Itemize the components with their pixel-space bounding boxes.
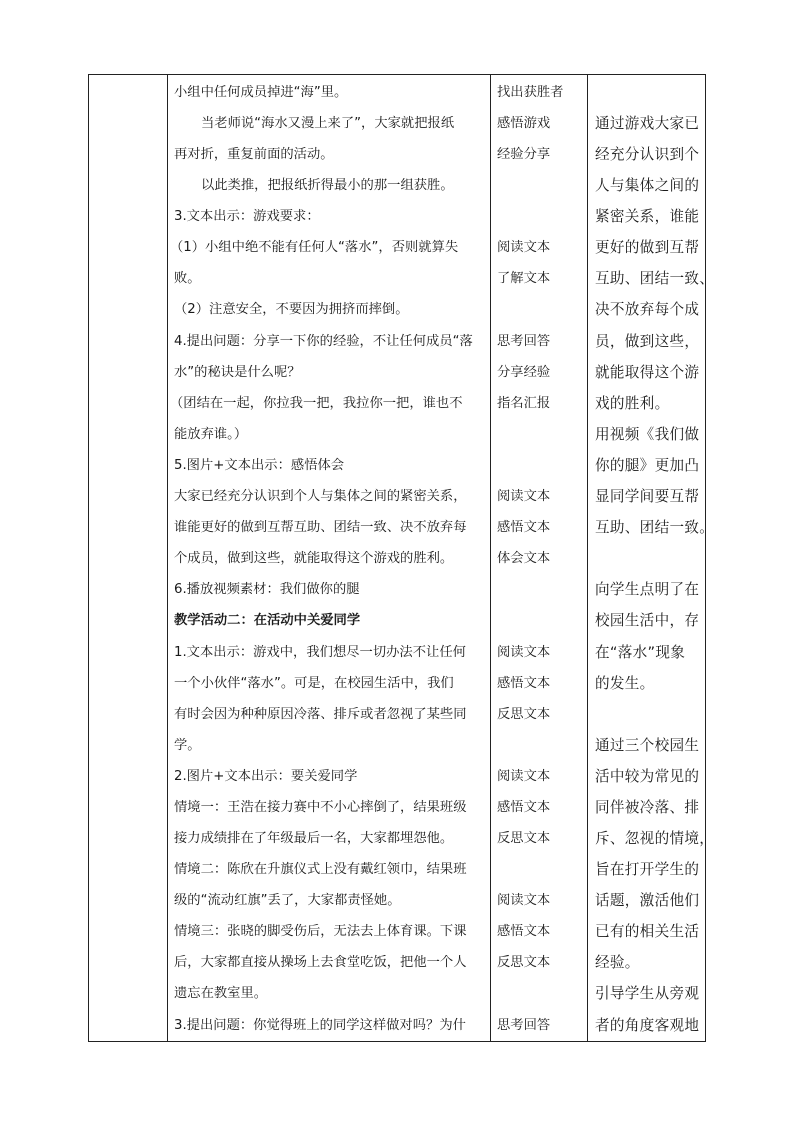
student-activity-line: 找出获胜者 bbox=[497, 85, 564, 100]
rationale-line: 决不放弃每个成 bbox=[595, 301, 700, 318]
rationale-line: 就能取得这个游 bbox=[595, 364, 700, 381]
content-line: 水”的秘诀是什么呢？ bbox=[174, 365, 301, 380]
content-line: 情境一：王浩在接力赛中不小心摔倒了，结果班级 bbox=[174, 800, 467, 815]
student-activity-line: 阅读文本 bbox=[497, 645, 551, 660]
student-activity-line: 感悟文本 bbox=[497, 520, 551, 535]
rationale-line: 经验。 bbox=[595, 954, 640, 971]
rationale-line: 互助、团结一致。 bbox=[595, 519, 715, 536]
rationale-line: 者的角度客观地 bbox=[595, 1017, 700, 1034]
content-line: 级的“流动红旗”丢了，大家都责怪她。 bbox=[174, 893, 401, 908]
content-line: （2）注意安全，不要因为拥挤而摔倒。 bbox=[174, 302, 409, 317]
rationale-line: 在“落水”现象 bbox=[595, 644, 686, 661]
student-activity-line: 感悟文本 bbox=[497, 924, 551, 939]
content-line: 个成员，做到这些，就能取得这个游戏的胜利。 bbox=[174, 551, 454, 566]
content-line: 再对折，重复前面的活动。 bbox=[174, 147, 334, 162]
student-activity-line: 了解文本 bbox=[497, 271, 551, 286]
content-line: 6.播放视频素材：我们做你的腿 bbox=[174, 582, 360, 597]
rationale-line: 显同学间要互帮 bbox=[595, 488, 700, 505]
rationale-line: 旨在打开学生的 bbox=[595, 861, 700, 878]
content-line: 情境二：陈欣在升旗仪式上没有戴红领巾，结果班 bbox=[174, 862, 467, 877]
rationale-line: 的发生。 bbox=[595, 675, 655, 692]
content-line: 3.提出问题：你觉得班上的同学这样做对吗？为什 bbox=[174, 1018, 466, 1033]
rationale-line: 活中较为常见的 bbox=[595, 768, 700, 785]
content-line: 遗忘在教室里。 bbox=[174, 986, 268, 1001]
rationale-line: 斥、忽视的情境， bbox=[595, 830, 715, 847]
rationale-line: 用视频《我们做 bbox=[595, 426, 700, 443]
content-line: 1.文本出示：游戏中，我们想尽一切办法不让任何 bbox=[174, 645, 466, 660]
student-activity-line: 指名汇报 bbox=[497, 396, 551, 411]
student-activity-line: 感悟文本 bbox=[497, 800, 551, 815]
content-line: 接力成绩排在了年级最后一名，大家都埋怨他。 bbox=[174, 831, 454, 846]
student-activity-line: 阅读文本 bbox=[497, 489, 551, 504]
content-line: 能放弃谁。） bbox=[174, 427, 248, 442]
student-activity-line: 感悟游戏 bbox=[497, 116, 551, 131]
rationale-line: 引导学生从旁观 bbox=[595, 985, 700, 1002]
design-rationale-column bbox=[588, 75, 715, 1041]
student-activity-line: 阅读文本 bbox=[497, 769, 551, 784]
rationale-line: 戏的胜利。 bbox=[595, 395, 670, 412]
content-line: （团结在一起，你拉我一把，我拉你一把，谁也不 bbox=[170, 396, 463, 411]
content-line: 有时会因为种种原因冷落、排斥或者忽视了某些同 bbox=[174, 707, 467, 722]
student-activity-line: 反思文本 bbox=[497, 831, 551, 846]
teaching-content-column bbox=[168, 75, 490, 1041]
content-line: 5.图片+文本出示：感悟体会 bbox=[174, 458, 345, 473]
content-line: 3.文本出示：游戏要求： bbox=[174, 209, 320, 224]
student-activity-line: 思考回答 bbox=[497, 334, 551, 349]
student-activity-line: 阅读文本 bbox=[497, 893, 551, 908]
lesson-plan-table bbox=[88, 74, 715, 1042]
rationale-line: 通过游戏大家已 bbox=[595, 115, 700, 132]
rationale-line: 人与集体之间的 bbox=[595, 177, 700, 194]
student-activity-line: 感悟文本 bbox=[497, 676, 551, 691]
content-line: 情境三：张晓的脚受伤后，无法去上体育课。下课 bbox=[174, 924, 467, 939]
content-line: 一个小伙伴“落水”。可是，在校园生活中，我们 bbox=[174, 676, 454, 691]
student-activity-line: 反思文本 bbox=[497, 707, 551, 722]
rationale-line: 校园生活中，存 bbox=[595, 612, 700, 629]
student-activity-line: 体会文本 bbox=[497, 551, 551, 566]
rationale-line: 经充分认识到个 bbox=[595, 146, 700, 163]
label-column bbox=[89, 75, 167, 1041]
rationale-line: 更好的做到互帮 bbox=[595, 239, 700, 256]
rationale-line: 话题，激活他们 bbox=[595, 892, 700, 909]
rationale-line: 紧密关系，谁能 bbox=[595, 208, 700, 225]
student-activity-line: 反思文本 bbox=[497, 955, 551, 970]
content-line: 败。 bbox=[174, 271, 201, 286]
student-activity-line: 分享经验 bbox=[497, 365, 551, 380]
rationale-line: 你的腿》更加凸 bbox=[595, 457, 700, 474]
content-line: 大家已经充分认识到个人与集体之间的紧密关系， bbox=[174, 489, 467, 504]
content-line: 小组中任何成员掉进“海”里。 bbox=[174, 85, 348, 100]
content-line: 以此类推，把报纸折得最小的那一组获胜。 bbox=[201, 178, 454, 193]
content-line: 学。 bbox=[174, 738, 201, 753]
student-activity-column bbox=[491, 75, 587, 1041]
content-line: 2.图片+文本出示：要关爱同学 bbox=[174, 769, 358, 784]
content-line: 当老师说“海水又漫上来了”，大家就把报纸 bbox=[201, 116, 455, 131]
rationale-line: 已有的相关生活 bbox=[595, 923, 700, 940]
student-activity-line: 阅读文本 bbox=[497, 240, 551, 255]
rationale-line: 员，做到这些， bbox=[595, 333, 700, 350]
content-line: 4.提出问题：分享一下你的经验，不让任何成员“落 bbox=[174, 334, 473, 349]
student-activity-line: 思考回答 bbox=[497, 1018, 551, 1033]
rationale-line: 互助、团结一致、 bbox=[595, 270, 715, 287]
rationale-line: 通过三个校园生 bbox=[595, 737, 700, 754]
content-line: 谁能更好的做到互帮互助、团结一致、决不放弃每 bbox=[174, 520, 467, 535]
rationale-line: 向学生点明了在 bbox=[595, 581, 700, 598]
activity-heading: 教学活动二：在活动中关爱同学 bbox=[174, 613, 361, 628]
student-activity-line: 经验分享 bbox=[497, 147, 551, 162]
content-line: （1）小组中绝不能有任何人“落水”，否则就算失 bbox=[170, 240, 459, 255]
rationale-line: 同伴被冷落、排 bbox=[595, 799, 700, 816]
content-line: 后，大家都直接从操场上去食堂吃饭，把他一个人 bbox=[174, 955, 467, 970]
